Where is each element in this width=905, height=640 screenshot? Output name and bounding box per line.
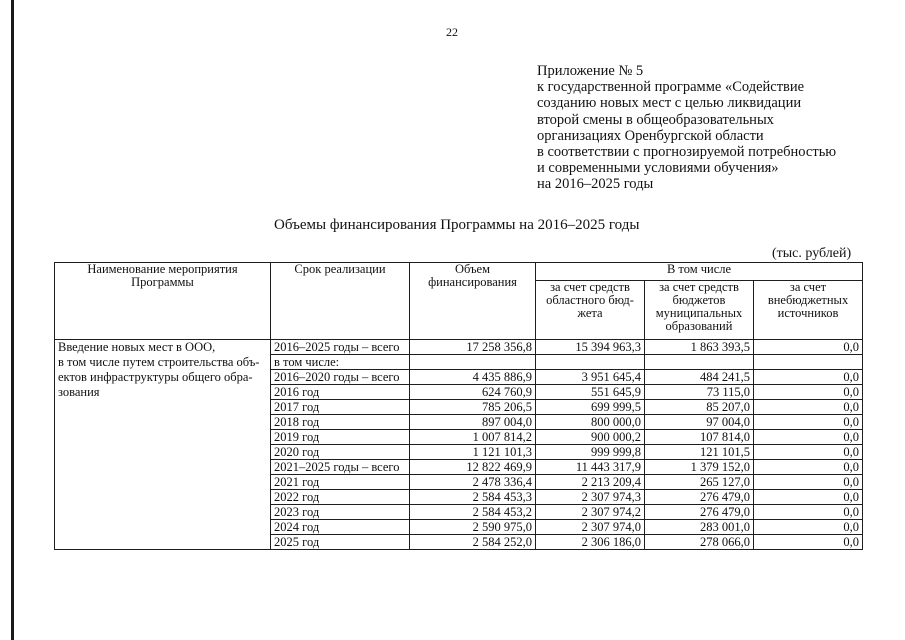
header-regional: за счет средств областного бюд-жета — [536, 281, 645, 340]
financing-table — [54, 262, 863, 550]
regional-cell: 11 443 317,9 — [536, 460, 645, 475]
extrabudget-cell: 0,0 — [754, 340, 863, 355]
regional-cell: 3 951 645,4 — [536, 370, 645, 385]
page-number: 22 — [446, 25, 458, 39]
total-cell: 1 121 101,3 — [410, 445, 536, 460]
empty-cell — [410, 355, 536, 370]
total-cell: 2 590 975,0 — [410, 520, 536, 535]
period-cell: 2019 год — [271, 430, 410, 445]
extrabudget-cell: 0,0 — [754, 505, 863, 520]
total-cell: 12 822 469,9 — [410, 460, 536, 475]
empty-cell — [645, 355, 754, 370]
appendix-line: в соответствии с прогнозируемой потребностью — [537, 144, 837, 161]
table-body — [55, 263, 863, 550]
extrabudget-cell: 0,0 — [754, 445, 863, 460]
appendix-line: организациях Оренбургской области — [537, 127, 764, 144]
total-cell: 4 435 886,9 — [410, 370, 536, 385]
municipal-cell: 1 863 393,5 — [645, 340, 754, 355]
scan-edge-line — [11, 0, 14, 640]
regional-cell: 800 000,0 — [536, 415, 645, 430]
total-cell: 1 007 814,2 — [410, 430, 536, 445]
regional-cell: 2 307 974,0 — [536, 520, 645, 535]
municipal-cell: 265 127,0 — [645, 475, 754, 490]
extrabudget-cell: 0,0 — [754, 385, 863, 400]
extrabudget-cell: 0,0 — [754, 535, 863, 550]
municipal-cell: 276 479,0 — [645, 490, 754, 505]
municipal-cell: 73 115,0 — [645, 385, 754, 400]
regional-cell: 699 999,5 — [536, 400, 645, 415]
period-cell: 2018 год — [271, 415, 410, 430]
period-cell: 2020 год — [271, 445, 410, 460]
empty-cell — [754, 355, 863, 370]
municipal-cell: 85 207,0 — [645, 400, 754, 415]
total-cell: 2 584 453,3 — [410, 490, 536, 505]
period-cell: 2016 год — [271, 385, 410, 400]
appendix-header — [537, 63, 836, 193]
regional-cell: 900 000,2 — [536, 430, 645, 445]
header-extrabudget: за счет внебюджетных источников — [754, 281, 863, 340]
empty-cell — [536, 355, 645, 370]
regional-cell: 2 306 186,0 — [536, 535, 645, 550]
regional-cell: 999 999,8 — [536, 445, 645, 460]
appendix-line: на 2016–2025 годы — [537, 176, 654, 193]
period-cell: 2022 год — [271, 490, 410, 505]
period-cell: 2025 год — [271, 535, 410, 550]
period-cell: 2024 год — [271, 520, 410, 535]
total-cell: 2 478 336,4 — [410, 475, 536, 490]
header-period: Срок реализации — [271, 263, 410, 340]
total-cell: 624 760,9 — [410, 385, 536, 400]
units-label: (тыс. рублей) — [772, 246, 852, 261]
header-volume: Объем финансирования — [410, 263, 536, 340]
regional-cell: 551 645,9 — [536, 385, 645, 400]
extrabudget-cell: 0,0 — [754, 460, 863, 475]
table-row — [55, 355, 863, 370]
period-cell: 2017 год — [271, 400, 410, 415]
municipal-cell: 107 814,0 — [645, 430, 754, 445]
extrabudget-cell: 0,0 — [754, 370, 863, 385]
municipal-cell: 1 379 152,0 — [645, 460, 754, 475]
header-name: Наименование мероприятия Программы — [55, 263, 271, 340]
header-including: В том числе — [536, 263, 863, 281]
total-cell: 2 584 252,0 — [410, 535, 536, 550]
municipal-cell: 121 101,5 — [645, 445, 754, 460]
period-cell: 2021 год — [271, 475, 410, 490]
municipal-cell: 283 001,0 — [645, 520, 754, 535]
period-cell: 2023 год — [271, 505, 410, 520]
table-row — [55, 340, 863, 355]
appendix-line: и современными условиями обучения» — [537, 160, 779, 177]
activity-name: Введение новых мест в ООО, — [55, 340, 271, 355]
appendix-line: созданию новых мест с целью ликвидации — [537, 95, 802, 112]
total-cell: 897 004,0 — [410, 415, 536, 430]
period-cell: 2016–2025 годы – всего — [271, 340, 410, 355]
regional-cell: 2 213 209,4 — [536, 475, 645, 490]
regional-cell: 15 394 963,3 — [536, 340, 645, 355]
period-cell: 2016–2020 годы – всего — [271, 370, 410, 385]
period-cell: 2021–2025 годы – всего — [271, 460, 410, 475]
total-cell: 785 206,5 — [410, 400, 536, 415]
extrabudget-cell: 0,0 — [754, 520, 863, 535]
document-title: Объемы финансирования Программы на 2016–2025 годы — [274, 217, 640, 233]
municipal-cell: 276 479,0 — [645, 505, 754, 520]
regional-cell: 2 307 974,3 — [536, 490, 645, 505]
header-municipal: за счет средств бюджетов муниципальных образований — [645, 281, 754, 340]
activity-description: в том числе путем строительства объ-ектов инфраструктуры общего обра-зования — [55, 355, 271, 550]
extrabudget-cell: 0,0 — [754, 430, 863, 445]
total-cell: 17 258 356,8 — [410, 340, 536, 355]
municipal-cell: 278 066,0 — [645, 535, 754, 550]
including-label: в том числе: — [271, 355, 410, 370]
extrabudget-cell: 0,0 — [754, 415, 863, 430]
municipal-cell: 97 004,0 — [645, 415, 754, 430]
extrabudget-cell: 0,0 — [754, 490, 863, 505]
extrabudget-cell: 0,0 — [754, 475, 863, 490]
regional-cell: 2 307 974,2 — [536, 505, 645, 520]
extrabudget-cell: 0,0 — [754, 400, 863, 415]
appendix-line: к государственной программе «Содействие — [537, 79, 805, 96]
municipal-cell: 484 241,5 — [645, 370, 754, 385]
table-header-row — [55, 263, 863, 281]
total-cell: 2 584 453,2 — [410, 505, 536, 520]
appendix-line: второй смены в общеобразовательных — [537, 111, 774, 128]
appendix-line: Приложение № 5 — [537, 63, 644, 79]
